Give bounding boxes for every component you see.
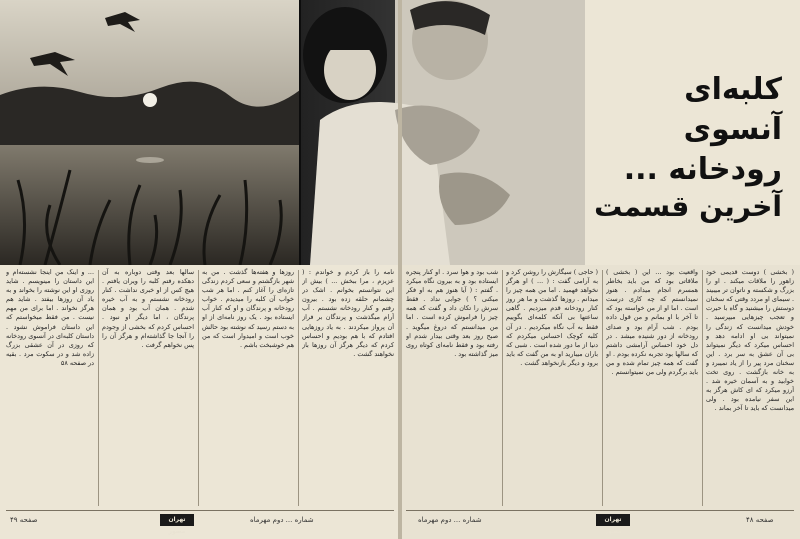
column-text: نامه را باز کردم و خواندم : ( عزیزم ، مرا ببخش ... ) بیش از این نتوانستم بخوانم . اشک در چشمانم حلقه زده بود . بیرون رفتم و کنار رودخانه نشستم . آب آرام میگذشت و پرندگان بر فراز آن پرواز میکردند . به یاد روزهایی افتادم که با هم بودیم و احساس کردم که دیگر هرگز آن روزها باز نخواهند گشت .	[302, 268, 394, 358]
column-text: سالها بعد وقتی دوباره به آن دهکده رفتم کلبه را ویران یافتم . هیچ کس از او خبری نداشت . کنار رودخانه نشستم و به آب خیره شدم . همان آب بود و همان پرندگان ، اما دیگر او نبود . احساس کردم که بخشی از وجودم را آنجا جا گذاشته‌ام و هرگز آن را پس نخواهم گرفت .	[102, 268, 194, 349]
column-text: واقعیت بود ... این ( بخشی ) ملاقاتی بود که من باید بخاطر همسرم انجام میدادم . هنوز نمیدانستم که چه کاری درست است . اما او از من خواسته بود که تا آخر با او بمانم و من قول داده بودم . شب آرام بود و صدای رودخانه از دور شنیده میشد . در دل خود احساس آرامشی داشتم که سالها بود تجربه نکرده بودم . او گفت که همه چیز تمام شده و من باید برگردم ولی من نمیتوانستم .	[606, 268, 698, 377]
article-photo	[0, 0, 585, 265]
column-divider	[602, 270, 603, 506]
column-text: ... و اینک من اینجا نشسته‌ام و این داستان را مینویسم . شاید روزی او این نوشته را بخواند و به یاد آن روزها بیفتد . شاید هم هرگز نخواند . اما برای من مهم نیست . من فقط میخواستم که این داستان فراموش نشود . داستان کلبه‌ای در آنسوی رودخانه که روزی در آن عشقی بزرگ زاده شد و در سکوت مرد . بقیه در صفحه ۵۸	[6, 268, 94, 367]
text-column-7	[102, 268, 194, 506]
column-text: ( حاجی ) سیگارش را روشن کرد و به آرامی گفت : ( ... ) او هرگز نخواهد فهمید . اما من همه چیز را میدانم . روزها گذشت و ما هر روز کنار رودخانه قدم میزدیم . گاهی ساعتها بی آنکه کلمه‌ای بگوییم فقط به آب نگاه میکردیم . در آن کلبه کوچک احساس میکردم که دنیا از ما دور شده است . شبی که باران میبارید او به من گفت که باید برود و دیگر بازنخواهد گشت .	[506, 268, 598, 367]
article-subtitle: آخرین قسمت	[594, 190, 782, 223]
text-column-8	[6, 268, 94, 506]
column-divider	[198, 270, 199, 506]
moon-reflection	[136, 157, 164, 163]
left-issue-line: شماره ... دوم مهرماه	[250, 516, 314, 524]
column-text: شب بود و هوا سرد . او کنار پنجره ایستاده بود و به بیرون نگاه میکرد . گفتم : ( آیا هنوز هم به او فکر میکنی ؟ ) جوابی نداد . فقط سرش را تکان داد و گفت که همه چیز را فراموش کرده است . اما من میدانستم که دروغ میگوید . صبح روز بعد وقتی بیدار شدم او رفته بود و فقط نامه‌ای کوتاه روی میز گذاشته بود .	[406, 268, 498, 358]
left-magazine-logo: تهران مصور	[160, 514, 194, 526]
column-text: ( بخشی ) دوست قدیمی خود زاهور را ملاقات میکند . او را بزرگ و شکسته و ناتوان تر میبیند . سیمای او مردد وقتی که سخنان دوستش را میشنید و گاه با حیرت و تعجب چیزهایی میپرسید . خودش میدانست که زندگی را نمیتواند بی او ادامه دهد و احساس میکرد که دیگر نمیتواند بی آن عشق به سر برد . این سخنان مرد پیر را از یاد نمیبرد و به خانه بازگشت . روی تخت خوابید و به آسمان خیره شد . آرزو میکرد که ای کاش هرگز به این سفر نیامده بود . ولی میدانست که باید تا آخر بماند .	[706, 268, 794, 413]
text-column-2	[606, 268, 698, 506]
column-divider	[702, 270, 703, 506]
footer-rule-right	[406, 510, 794, 511]
left-page-number: صفحه ۴۹	[10, 516, 38, 524]
right-page-number: صفحه ۴۸	[746, 516, 774, 524]
footer-rule-left	[6, 510, 394, 511]
column-text: روزها و هفته‌ها گذشت . من به شهر بازگشتم و سعی کردم زندگی تازه‌ای را آغاز کنم . اما هر شب خواب آن کلبه را میدیدم . خواب رودخانه و پرندگان و او که کنار آب ایستاده بود . یک روز نامه‌ای از او به دستم رسید که نوشته بود حالش خوب است و امیدوار است که من هم خوشبخت باشم .	[202, 268, 294, 349]
column-divider	[298, 270, 299, 506]
page-gutter	[398, 0, 402, 539]
text-column-4	[406, 268, 498, 506]
right-issue-line: شماره ... دوم مهرماه	[418, 516, 482, 524]
right-magazine-logo: تهران مصور	[596, 514, 630, 526]
title-block	[585, 0, 800, 265]
photo-illustration	[0, 0, 585, 265]
text-column-3	[506, 268, 598, 506]
moon	[143, 93, 157, 107]
text-column-1	[706, 268, 794, 506]
article-title: کلبه‌ای آنسوی رودخانه ...	[623, 72, 782, 187]
column-divider	[98, 270, 99, 506]
text-column-6	[202, 268, 294, 506]
text-column-5	[302, 268, 394, 506]
column-divider	[502, 270, 503, 506]
